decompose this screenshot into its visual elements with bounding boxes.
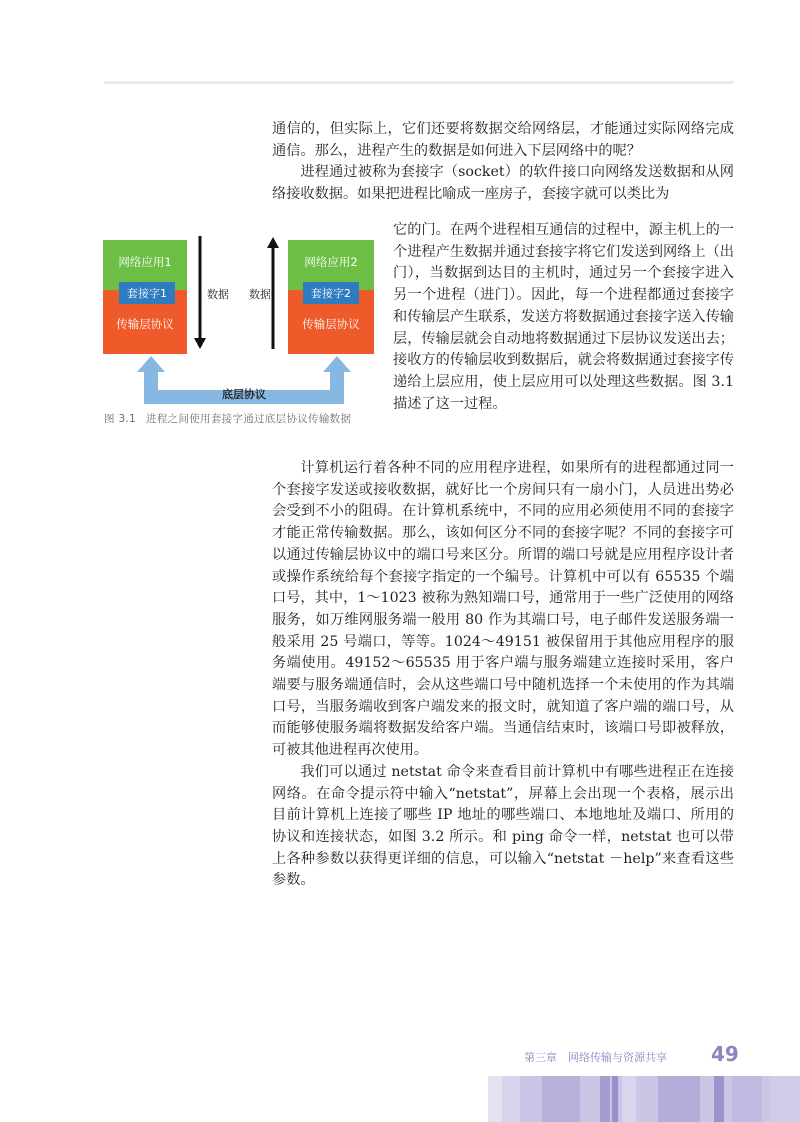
bar-7 bbox=[658, 1076, 700, 1122]
bar-5 bbox=[612, 1076, 618, 1122]
socket-box-2 bbox=[303, 282, 359, 304]
paragraph-continued: 通信的，但实际上，它们还要将数据交给网络层，才能通过实际网络完成通信。那么，进程产生的数据是如何进入下层网络中的呢？ bbox=[272, 121, 734, 159]
bar-2 bbox=[502, 1076, 520, 1122]
bar-4 bbox=[600, 1076, 610, 1122]
page-number: 49 bbox=[711, 1042, 739, 1066]
transport-label-1: 传输层协议 bbox=[116, 317, 174, 331]
figure-number: 图 3.1 bbox=[104, 413, 137, 425]
data-up-label: 数据 bbox=[249, 288, 271, 301]
app-label-1: 网络应用1 bbox=[118, 255, 172, 269]
figure-caption bbox=[104, 411, 351, 426]
bar-3 bbox=[542, 1076, 580, 1122]
arrow-up-icon bbox=[267, 237, 279, 248]
socket-box-1 bbox=[119, 282, 175, 304]
text-block-wrap bbox=[393, 220, 734, 415]
paragraph-socket-wrap: 它的门。在两个进程相互通信的过程中，源主机上的一个进程产生数据并通过套接字将它们发送到网络上（出门），当数据到达目的主机时，通过另一个套接字进入另一个进程（进门）。因此，每一个进程都通过套接字和传输层产生联系，发送方将数据通过套接字送入传输层，传输层就会自动地将数据通过下层协议发送出去；接收方的传输层收到数据后，就会将数据通过套接字传递给上层应用，使上层应用可以处理这些数据。图 3.1 描述了这一过程。 bbox=[393, 222, 734, 412]
paragraph-netstat: 我们可以通过 netstat 命令来查看目前计算机中有哪些进程正在连接网络。在命令提示符中输入“netstat”，屏幕上会出现一个表格，展示出目前计算机上连接了哪些 IP 地址的哪些端口、本地地址及端口、所用的协议和连接状态，如图 3.2 所示。和 ping 命令一样，netstat 也可以带上各种参数以获得更详细的信息，可以输入“netstat －help”来查看这些参数。 bbox=[272, 763, 734, 889]
text-block-bottom bbox=[272, 458, 734, 892]
figure-caption-text: 进程之间使用套接字通过底层协议传输数据 bbox=[146, 413, 352, 425]
paragraph-socket-intro: 进程通过被称为套接字（socket）的软件接口向网络发送数据和从网络接收数据。如果把进程比喻成一座房子，套接字就可以类比为 bbox=[272, 164, 734, 203]
text-block-top bbox=[272, 119, 734, 206]
data-down-label: 数据 bbox=[207, 288, 229, 301]
paragraph-port-numbers: 计算机运行着各种不同的应用程序进程，如果所有的进程都通过同一个套接字发送或接收数据，就好比一个房间只有一扇小门，人员进出势必会受到不小的阻碍。在计算机系统中，不同的应用必须使用不同的套接字才能正常传输数据。那么，该如何区分不同的套接字呢？不同的套接字可以通过传输层协议中的端口号来区分。所谓的端口号就是应用程序设计者或操作系统给每个套接字指定的一个编号。计算机中可以有 65535 个端口号，其中，1～1023 被称为熟知端口号，通常用于一些广泛使用的网络服务，如万维网服务端一般用 80 作为其端口号，电子邮件发送服务端一般采用 25 号端口，等等。1024～49151 被保留用于其他应用程序的服务端使用。49152～65535 用于客户端与服务端建立连接时采用，客户端要与服务端通信时，会从这些端口号中随机选择一个未使用的作为其端口号，当服务端收到客户端发来的报文时，就知道了客户端的端口号，从而能够使服务端将数据发给客户端。当通信结束时，该端口号即被释放，可被其他进程再次使用。 bbox=[272, 460, 734, 759]
header-rule bbox=[104, 81, 734, 84]
bar-1 bbox=[488, 1076, 502, 1122]
app-label-2: 网络应用2 bbox=[304, 255, 358, 269]
arrow-down-icon bbox=[194, 338, 206, 349]
socket-label-2: 套接字2 bbox=[311, 287, 351, 300]
socket-diagram bbox=[103, 228, 385, 404]
transport-label-2: 传输层协议 bbox=[302, 317, 360, 331]
bar-10 bbox=[770, 1076, 800, 1122]
socket-label-1: 套接字1 bbox=[127, 287, 167, 300]
chapter-title: 第三章 网络传输与资源共享 bbox=[524, 1051, 667, 1064]
bar-9 bbox=[732, 1076, 762, 1122]
footer-color-bars bbox=[488, 1076, 800, 1122]
bar-8 bbox=[714, 1076, 724, 1122]
bar-6 bbox=[622, 1076, 636, 1122]
base-protocol-label: 底层协议 bbox=[222, 388, 266, 401]
